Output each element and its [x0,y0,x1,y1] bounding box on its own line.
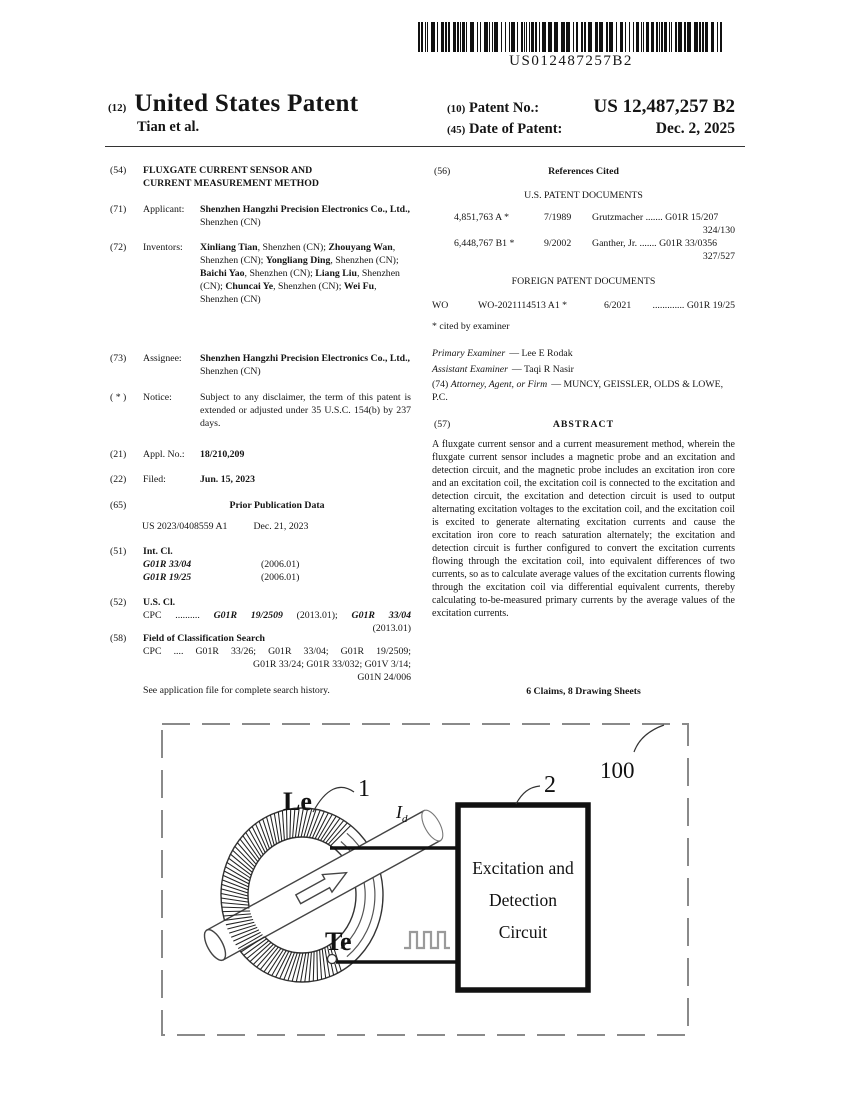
foreign-patent-documents-heading: FOREIGN PATENT DOCUMENTS [511,276,656,287]
cited-by-examiner-note: * cited by examiner [432,321,510,332]
application-number: 18/210,209 [200,449,245,460]
header-left [108,90,358,136]
date-of-patent-label: (45) Date of Patent: [447,121,563,137]
section-22-filed: (22) Filed: Jun. 15, 2023 [110,474,411,487]
leader-line-1 [313,787,354,812]
us-patent-reference: 6,448,767 B1 * 9/2002 Ganther, Jr. ....... G01R 33/0356 327/527 [454,237,735,262]
publication-date: Dec. 21, 2023 [253,521,309,532]
section-notice: ( * ) Notice: Subject to any disclaimer, the term of this patent is extended or adjusted under 35 U.S.C. 154(b) by 237 days. [110,392,411,429]
cpc-continuation: (2013.01) [372,622,411,634]
box-label-line3: Circuit [498,922,548,942]
publication-data-row [142,521,402,532]
field-search-line1: CPC .... G01R 33/26; G01R 33/04; G01R 19/2509; [143,645,411,657]
barcode-bars [411,22,731,52]
inventor-name: Liang Liu [315,267,357,279]
field-search-note: See application file for complete search history. [143,684,330,696]
inventor-name: Xinliang Tian [200,242,258,253]
applicant-name: Shenzhen Hangzhi Precision Electronics Co., Ltd., [200,204,411,215]
patent-number: US 12,487,257 B2 [593,96,735,117]
assistant-examiner-line: Assistant Examiner — Taqi R Nasir [432,364,574,375]
leader-line-2 [516,786,540,804]
section-73-assignee: (73) Assignee: Shenzhen Hangzhi Precision Electronics Co., Ltd., Shenzhen (CN) [110,353,411,377]
foreign-patent-reference: WO WO-2021114513 A1 * 6/2021 ............. G01R 19/25 [432,300,735,311]
section-54-title: (54) FLUXGATE CURRENT SENSOR AND CURRENT MEASUREMENT METHOD [110,165,411,191]
field-search-line3: G01N 24/006 [357,671,411,683]
pulse-waveform-icon [404,932,450,948]
attorney-name: — MUNCY, GEISSLER, OLDS & LOWE, P.C. [432,379,724,403]
primary-examiner-name: — Lee E Rodak [509,348,573,359]
primary-examiner-line: Primary Examiner — Lee E Rodak [432,348,573,359]
us-patent-reference: 4,851,763 A * 7/1989 Grutzmacher ....... G01R 15/207 324/130 [454,212,735,236]
header-divider [105,146,745,147]
inventor-name: Yongliang Ding [265,254,331,266]
us-cl-heading: U.S. Cl. [143,597,176,608]
abstract-text: A fluxgate current sensor and a current measurement method, wherein the fluxgate current sensor includes a magnetic probe and an excitation and detection circuit, and the magnetic probe includes an excitation iron core and an excitation coil, the excitation coil is connected to the excitation and detection circuit, the excitation and detection circuit is used to output alternating excitation voltages to the excitation coil, and the excitation coil is excited to generate alternating excitation currents and cause the excitation iron core to reach saturation alternately; the excitation and detection circuit is further configured to convert the excitation currents flowing through the excitation coil, into equivalent differences of two currents, so as to calculate average values of the excitation currents flowing through the excitation coil via differential equivalent currents, thereby calculating to-be-measured primary currents by the average values of the excitation currents. [432,439,735,619]
field-search-heading: Field of Classification Search [143,633,266,644]
inventors-list: Xinliang Tian, Shenzhen (CN); Zhouyang Wan, Shenzhen (CN); Yongliang Ding, Shenzhen (CN); Baichi Yao, Shenzhen (CN); Liang Liu, Shenzhen (CN); Chuncai Ye, Shenzhen (CN); Wei Fu, Shenzhen (CN) [200,242,400,305]
callout-1: 1 [358,776,370,802]
prior-publication-heading: Prior Publication Data [229,500,325,511]
header-right [447,96,735,138]
section-71-applicant: (71) Applicant: Shenzhen Hangzhi Precision Electronics Co., Ltd., Shenzhen (CN) [110,204,411,228]
leader-line-100 [634,725,664,752]
callout-2: 2 [544,772,556,798]
field-search-line2: G01R 33/24; G01R 33/032; G01V 3/14; [253,658,411,670]
assignee-name: Shenzhen Hangzhi Precision Electronics Co., Ltd., [200,353,411,364]
inventor-name: Zhouyang Wan [328,242,393,253]
section-65-pub-data: (65) Prior Publication Data [110,500,411,513]
section-21-appl-no: (21) Appl. No.: 18/210,209 [110,449,411,462]
invention-title-line1: FLUXGATE CURRENT SENSOR AND [143,165,313,176]
foreign-references-list [432,300,735,313]
page-title: United States Patent [134,90,359,117]
abstract-heading: ABSTRACT [552,419,615,430]
us-patent-documents-heading: U.S. PATENT DOCUMENTS [524,190,643,201]
barcode [411,22,731,70]
claims-line: 6 Claims, 8 Drawing Sheets [526,686,641,697]
patent-date: Dec. 2, 2025 [655,120,735,137]
section-52-us-cl: (52) U.S. Cl. CPC .......... G01R 19/2509 (2013.01); G01R 33/04 (2013.01) [110,597,412,634]
label-Id: $I_d$ [396,802,408,825]
figure-drawing [160,722,690,1037]
callout-100: 100 [600,758,635,783]
attorney-line: (74) Attorney, Agent, or Firm — MUNCY, GEISSLER, OLDS & LOWE, P.C. [432,379,724,403]
inventor-name: Baichi Yao [200,267,245,279]
section-72-inventors: (72) Inventors: Xinliang Tian, Shenzhen (CN); Zhouyang Wan, Shenzhen (CN); Yongliang Ding, Shenzhen (CN); Baichi Yao, Shenzhen (CN); Liang Liu, Shenzhen (CN); Chuncai Ye, Shenzhen (CN); Wei Fu, Shenzhen (CN) [110,242,411,307]
barcode-number: US012487257B2 [509,53,633,69]
label-Le: Le [283,787,312,816]
int-cl-row: G01R 33/04 (2006.01) [143,558,300,570]
us-references-list [432,212,735,264]
cpc-line: CPC .......... G01R 19/2509 (2013.01); G01R 33/04 [143,609,412,621]
section-58-field-search: (58) Field of Classification Search CPC .... G01R 33/26; G01R 33/04; G01R 19/2509; G01R 33/24; G01R 33/032; G01V 3/14; G01N 24/006 See application file for complete search history. [110,633,411,696]
inventor-name: Wei Fu [343,280,375,292]
inventor-name: Chuncai Ye [225,280,274,292]
filing-date: Jun. 15, 2023 [200,474,255,485]
assistant-examiner-name: — Taqi R Nasir [511,364,574,375]
publication-number: US 2023/0408559 A1 [142,521,228,532]
box-label-line1: Excitation and [472,858,574,878]
box-label-line2: Detection [488,890,558,910]
patent-no-label: (10) Patent No.: [447,100,540,116]
int-cl-row: G01R 19/25 (2006.01) [143,571,300,583]
references-cited-heading: References Cited [548,166,619,177]
invention-title-line2: CURRENT MEASUREMENT METHOD [143,177,319,189]
notice-text: Subject to any disclaimer, the term of this patent is extended or adjusted under 35 U.S.C. 154(b) by 237 days. [200,392,411,429]
section-51-int-cl: (51) Int. Cl. G01R 33/04 (2006.01) G01R 19/25 (2006.01) [110,546,411,585]
int-cl-heading: Int. Cl. [143,546,173,557]
ins-code-12: (12) [108,102,127,114]
section-56-references: (56) References Cited [432,166,735,179]
label-Te: Te [325,927,352,956]
section-57-abstract: (57) ABSTRACT [432,419,735,432]
inventor-byline: Tian et al. [137,119,200,135]
